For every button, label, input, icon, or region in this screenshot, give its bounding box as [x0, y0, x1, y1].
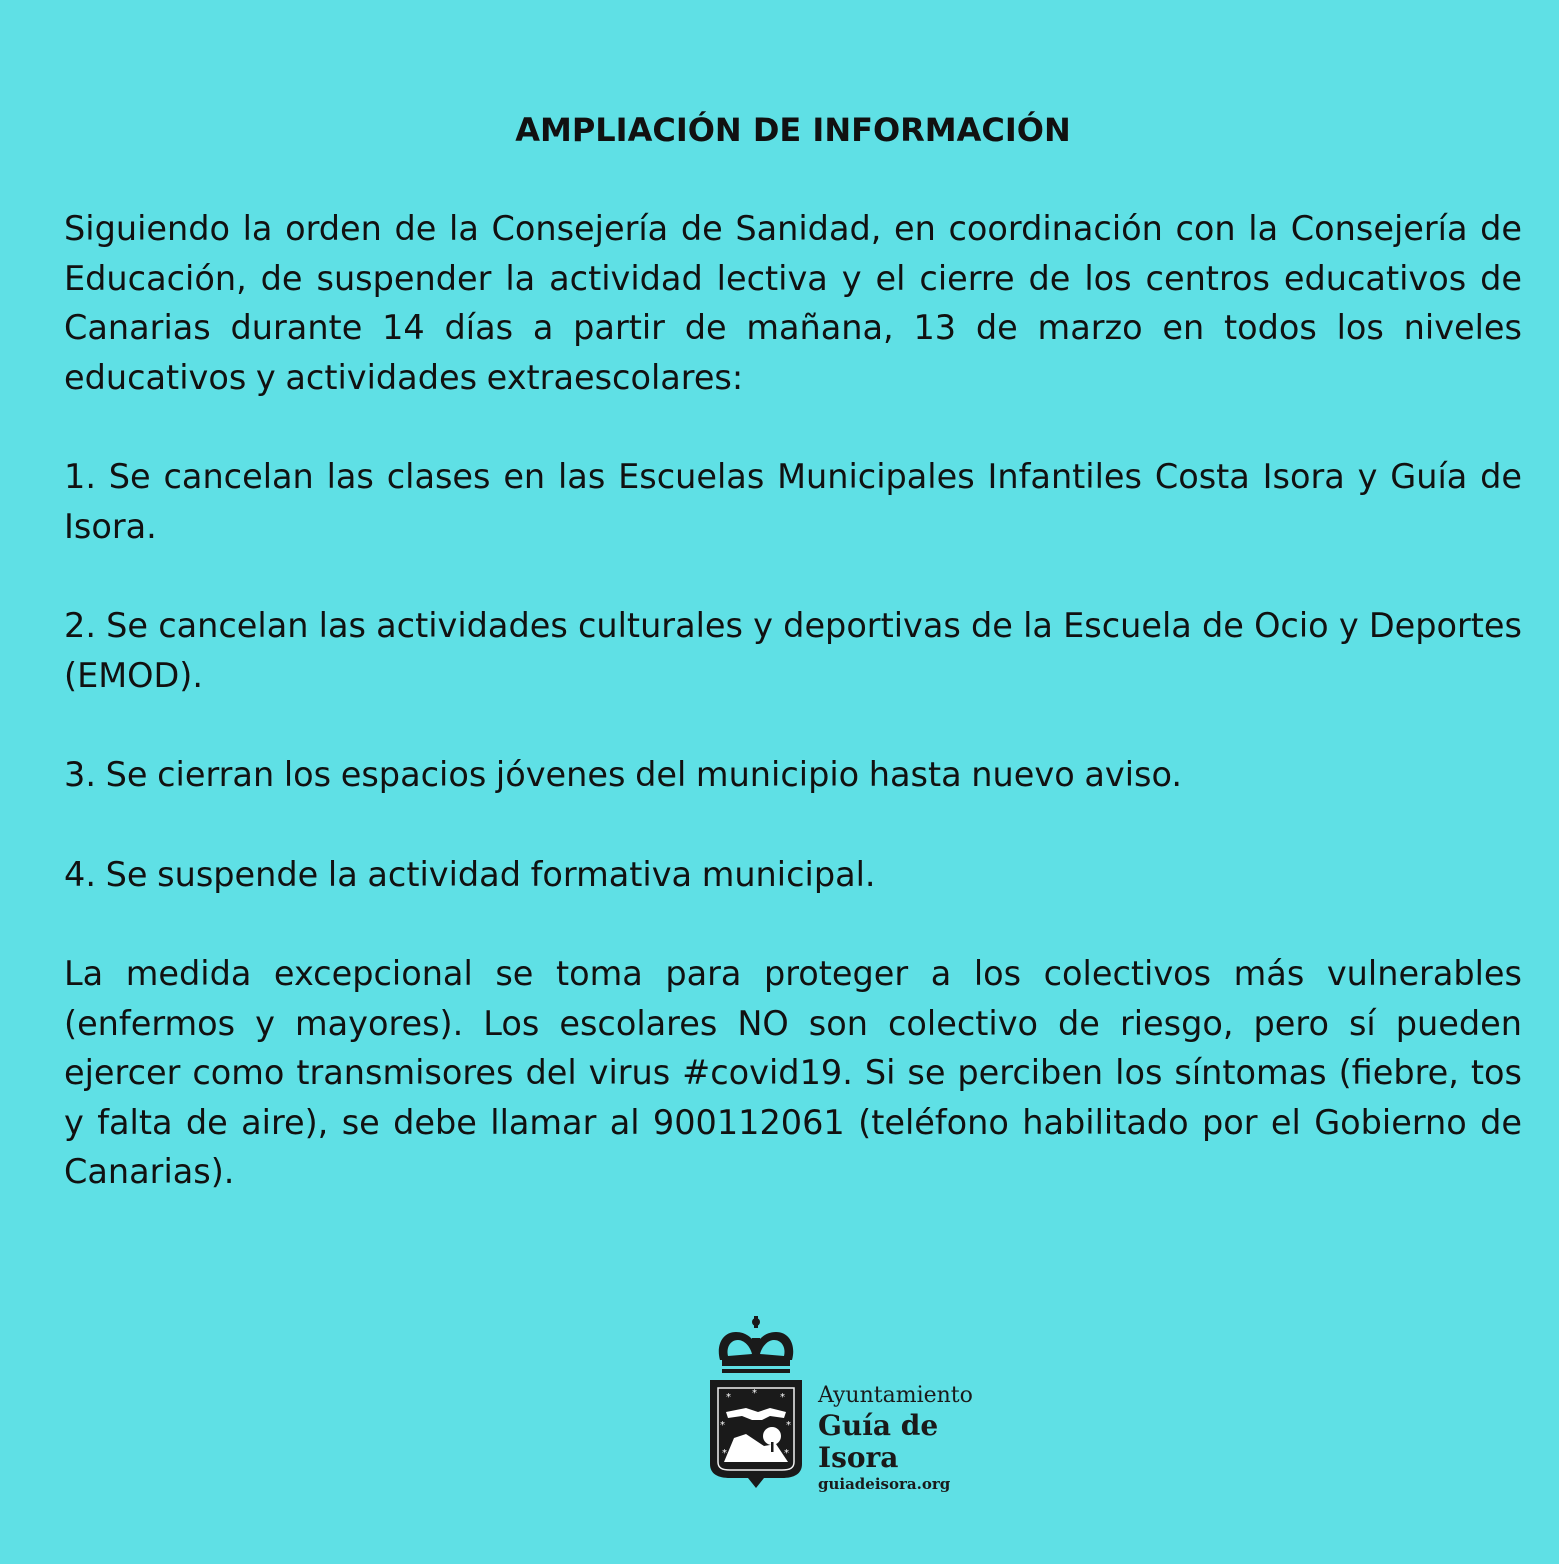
svg-text:*: * [722, 1448, 727, 1459]
list-item: 3. Se cierran los espacios jóvenes del municipio hasta nuevo aviso. [64, 755, 1183, 794]
logo-wordmark [818, 1382, 1026, 1494]
list-item: 4. Se suspende la actividad formativa municipal. [64, 854, 876, 894]
svg-text:*: * [780, 1392, 785, 1403]
logo-website: guiadeisora.org [818, 1475, 951, 1493]
coat-of-arms-icon [706, 1316, 806, 1488]
notice-title: AMPLIACIÓN DE INFORMACIÓN [515, 111, 1071, 149]
list-item: 1. Se cancelan las clases en las Escuelas Municipales Infantiles Costa Isora y Guía de Isora. [64, 457, 1522, 546]
closing-paragraph: La medida excepcional se toma para proteger a los colectivos más vulnerables (enfermos y mayores). Los escolares NO son colectivo de riesgo, pero sí pueden ejercer como transmisores del virus #covid19. Si se perciben los síntomas (fiebre, tos y falta de aire), se debe llamar al 900112061 (teléfono habilitado por el Gobierno de Canarias). [64, 954, 1522, 1191]
svg-text:*: * [726, 1392, 731, 1403]
logo-line-municipality: Guía de Isora [818, 1409, 939, 1474]
notice-content [64, 108, 1522, 1247]
list-item: 2. Se cancelan las actividades culturales y deportivas de la Escuela de Ocio y Deportes (EMOD). [64, 606, 1522, 695]
svg-text:*: * [784, 1448, 789, 1459]
svg-text:*: * [752, 1388, 757, 1399]
svg-text:*: * [786, 1420, 791, 1431]
logo-line-ayuntamiento: Ayuntamiento [818, 1383, 973, 1408]
svg-text:*: * [720, 1420, 725, 1431]
intro-paragraph: Siguiendo la orden de la Consejería de Sanidad, en coordinación con la Consejería de Educación, de suspender la actividad lectiva y el cierre de los centros educativos de Canarias durante 14 días a partir de mañana, 13 de marzo en todos los niveles educativos y actividades extraescolares: [64, 209, 1522, 397]
ayuntamiento-logo [706, 1316, 1026, 1496]
